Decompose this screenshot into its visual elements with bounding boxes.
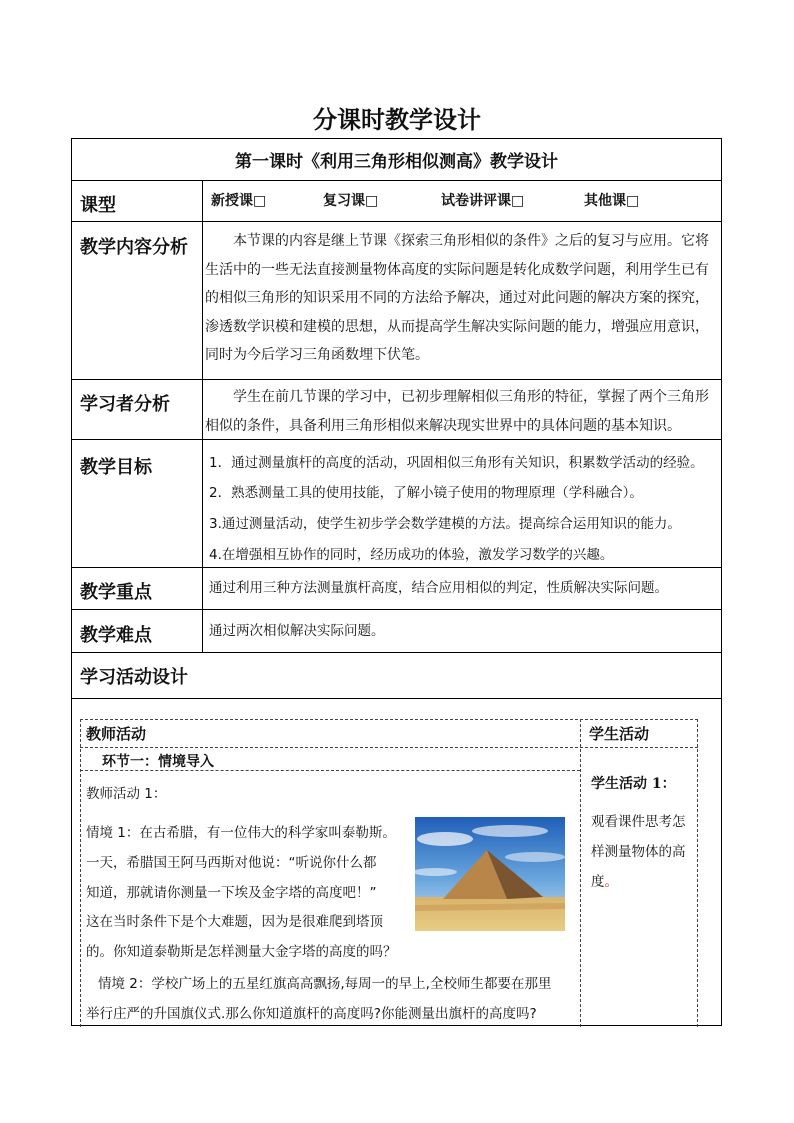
dashed-divider: [80, 747, 698, 748]
row-divider: [72, 609, 721, 610]
course-type-label: 课型: [80, 195, 116, 216]
scene-1-text: [86, 819, 397, 968]
activity-design-label: 学习活动设计: [80, 667, 188, 688]
difficulty-text: 通过两次相似解决实际问题。: [209, 623, 385, 639]
column-divider: [202, 180, 203, 652]
student-activity-label: 学生活动 1：: [591, 776, 676, 792]
option-other-lesson: 其他课□: [584, 193, 640, 209]
text-line: 一天，希腊国王阿马西斯对他说：“听说你什么都: [86, 854, 377, 871]
goals-label: 教学目标: [80, 457, 152, 478]
row-divider: [72, 221, 721, 222]
text-line: 知道，那就请你测量一下埃及金字塔的高度吧！”: [86, 884, 377, 901]
page-title: 分课时教学设计: [313, 105, 481, 134]
text-line: 举行庄严的升国旗仪式.那么你知道旗杆的高度吗?你能测量出旗杆的高度吗?: [86, 1006, 537, 1022]
goal-item-2: 2．熟悉测量工具的使用技能，了解小镜子使用的物理原理（学科融合）。: [209, 485, 643, 501]
goal-item-1: 1．通过测量旗杆的高度的活动，巩固相似三角形有关知识，积累数学活动的经验。: [209, 455, 704, 471]
row-divider: [72, 698, 721, 699]
text-line: 观看课件思考怎: [591, 814, 686, 830]
text-line: 学生在前几节课的学习中，已初步理解相似三角形的特征，掌握了两个三角形: [233, 389, 709, 405]
row-divider: [72, 652, 721, 653]
teacher-activity-label: 教师活动 1：: [86, 786, 167, 802]
option-review-lesson: 复习课□: [323, 193, 379, 209]
key-points-text: 通过利用三种方法测量旗杆高度，结合应用相似的判定，性质解决实际问题。: [209, 580, 668, 596]
text-line: 渗透数学识模和建模的思想，从而提高学生解决实际问题的能力，增强应用意识，: [205, 318, 709, 335]
text-line: 的相似三角形的知识采用不同的方法给予解决，通过对此问题的解决方案的探究，: [205, 290, 709, 306]
row-divider: [72, 379, 721, 380]
text-line: 本节课的内容是继上节课《探索三角形相似的条件》之后的复习与应用。它将: [233, 233, 709, 249]
text-line: 同时为今后学习三角函数埋下伏笔。: [205, 347, 429, 363]
key-points-label: 教学重点: [80, 582, 152, 603]
content-analysis-text: [205, 227, 717, 370]
difficulty-label: 教学难点: [80, 625, 152, 646]
learner-analysis-text: [205, 383, 717, 440]
row-divider: [72, 567, 721, 568]
text-line: 生活中的一些无法直接测量物体高度的实际问题是转化成数学问题，利用学生已有: [205, 261, 709, 278]
pyramid-photo: [415, 817, 565, 931]
text-line: 度: [591, 874, 605, 890]
student-activity-text: [591, 807, 686, 897]
text-line: 这在当时条件下是个大难题，因为是很难爬到塔顶: [86, 914, 383, 931]
goal-item-3: 3.通过测量活动，使学生初步学会数学建模的方法。提高综合运用知识的能力。: [209, 516, 681, 532]
row-divider: [72, 180, 721, 181]
text-line: 的。你知道泰勒斯是怎样测量大金字塔的高度的吗？: [86, 944, 397, 961]
option-new-lesson: 新授课□: [211, 193, 267, 209]
text-line: 情境 2：学校广场上的五星红旗高高飘扬,每周一的早上,全校师生都要在那里: [98, 976, 552, 992]
content-analysis-label: 教学内容分析: [80, 237, 188, 258]
goal-item-4: 4.在增强相互协作的同时，经历成功的体验，激发学习数学的兴趣。: [209, 547, 614, 563]
lesson-design-table: [71, 138, 722, 1026]
end-mark: 。: [604, 874, 618, 890]
option-exam-review-lesson: 试卷讲评课□: [441, 193, 525, 209]
learner-analysis-label: 学习者分析: [80, 394, 170, 415]
lesson-title: 第一课时《利用三角形相似测高》教学设计: [235, 152, 558, 172]
text-line: 相似的条件，具备利用三角形相似来解决现实世界中的具体问题的基本知识。: [205, 417, 681, 434]
teacher-activity-header: 教师活动: [86, 725, 147, 743]
text-line: 样测量物体的高: [591, 844, 686, 860]
scene-2-text: [86, 969, 552, 1029]
stage-title: 环节一：情境导入: [102, 754, 214, 770]
dashed-column-divider: [580, 719, 581, 1027]
text-line: 情境 1：在古希腊，有一位伟大的科学家叫泰勒斯。: [86, 825, 396, 841]
student-activity-header: 学生活动: [589, 725, 650, 743]
